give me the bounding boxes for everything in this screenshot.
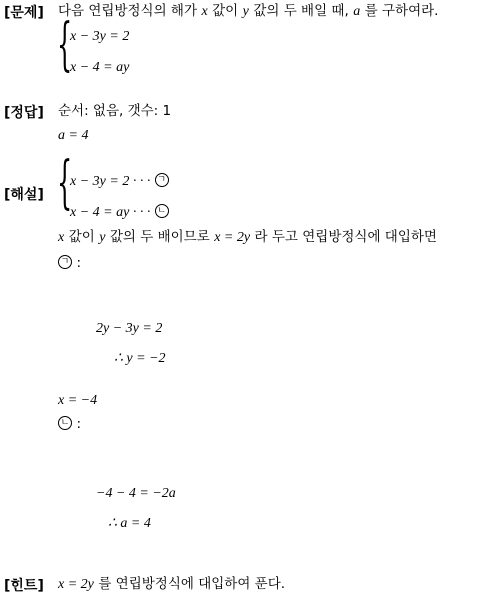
- problem-eq1: x − 3y = 2: [70, 29, 130, 44]
- calc2-line-b: ∴ a = 4: [108, 516, 151, 531]
- mark-colon: :: [76, 255, 82, 271]
- circled-nieun-mark: ㄴ: [58, 416, 72, 430]
- solution-eq2: x − 4 = ay · · ·: [70, 205, 151, 220]
- circled-giyeok-mark: ㄱ: [155, 173, 169, 187]
- solution-line-2: 값의 두 배이므로: [109, 229, 210, 245]
- problem-statement: [58, 2, 438, 21]
- answer-order-count: 순서: 없음, 갯수: 1: [58, 103, 172, 119]
- solution-tag: [해설]: [4, 187, 44, 203]
- calc2-line-a: −4 − 4 = −2a: [96, 486, 176, 501]
- problem-tag: [문제]: [4, 5, 44, 21]
- answer-tag: [정답]: [4, 105, 44, 121]
- calc1-line-a: 2y − 3y = 2: [96, 321, 163, 336]
- problem-intro-4: 를 구하여라.: [364, 3, 439, 19]
- problem-var-y: y: [242, 4, 249, 19]
- solution-substitution-line: [58, 228, 437, 247]
- problem-intro-3: 값의 두 배일 때,: [253, 3, 349, 19]
- problem-intro-1: 다음 연립방정식의 해가: [58, 3, 197, 19]
- solution-mark2-label: [58, 415, 81, 433]
- hint-expression: x = 2y: [58, 577, 94, 592]
- problem-eq2: x − 4 = ay: [70, 60, 130, 75]
- solution-eq1: x − 3y = 2 · · ·: [70, 174, 151, 189]
- solution-eq2-row: [70, 203, 169, 222]
- mark-colon: :: [76, 416, 82, 432]
- solution-line-1: 값이: [68, 229, 95, 245]
- problem-var-a: a: [353, 4, 361, 19]
- problem-var-x: x: [201, 4, 208, 19]
- hint-line: [58, 575, 285, 594]
- problem-intro-2: 값이: [212, 3, 239, 19]
- answer-value: a = 4: [58, 128, 89, 143]
- circled-giyeok-mark: ㄱ: [58, 255, 72, 269]
- problem-system-brace: {: [57, 12, 73, 79]
- solution-line-3: 라 두고 연립방정식에 대입하면: [254, 229, 437, 245]
- solution-system-brace: {: [57, 150, 73, 217]
- solution-mark1-label: [58, 254, 81, 272]
- solution-eq1-row: [70, 172, 169, 191]
- calc1-line-b: ∴ y = −2: [114, 351, 166, 366]
- hint-tag: [힌트]: [4, 578, 44, 594]
- solution-substitution: x = 2y: [214, 230, 251, 245]
- solution-var-y: y: [99, 230, 106, 245]
- circled-nieun-mark: ㄴ: [155, 204, 169, 218]
- solution-var-x: x: [58, 230, 65, 245]
- solution-result-x: x = −4: [58, 393, 98, 408]
- hint-text: 를 연립방정식에 대입하여 푼다.: [98, 576, 286, 592]
